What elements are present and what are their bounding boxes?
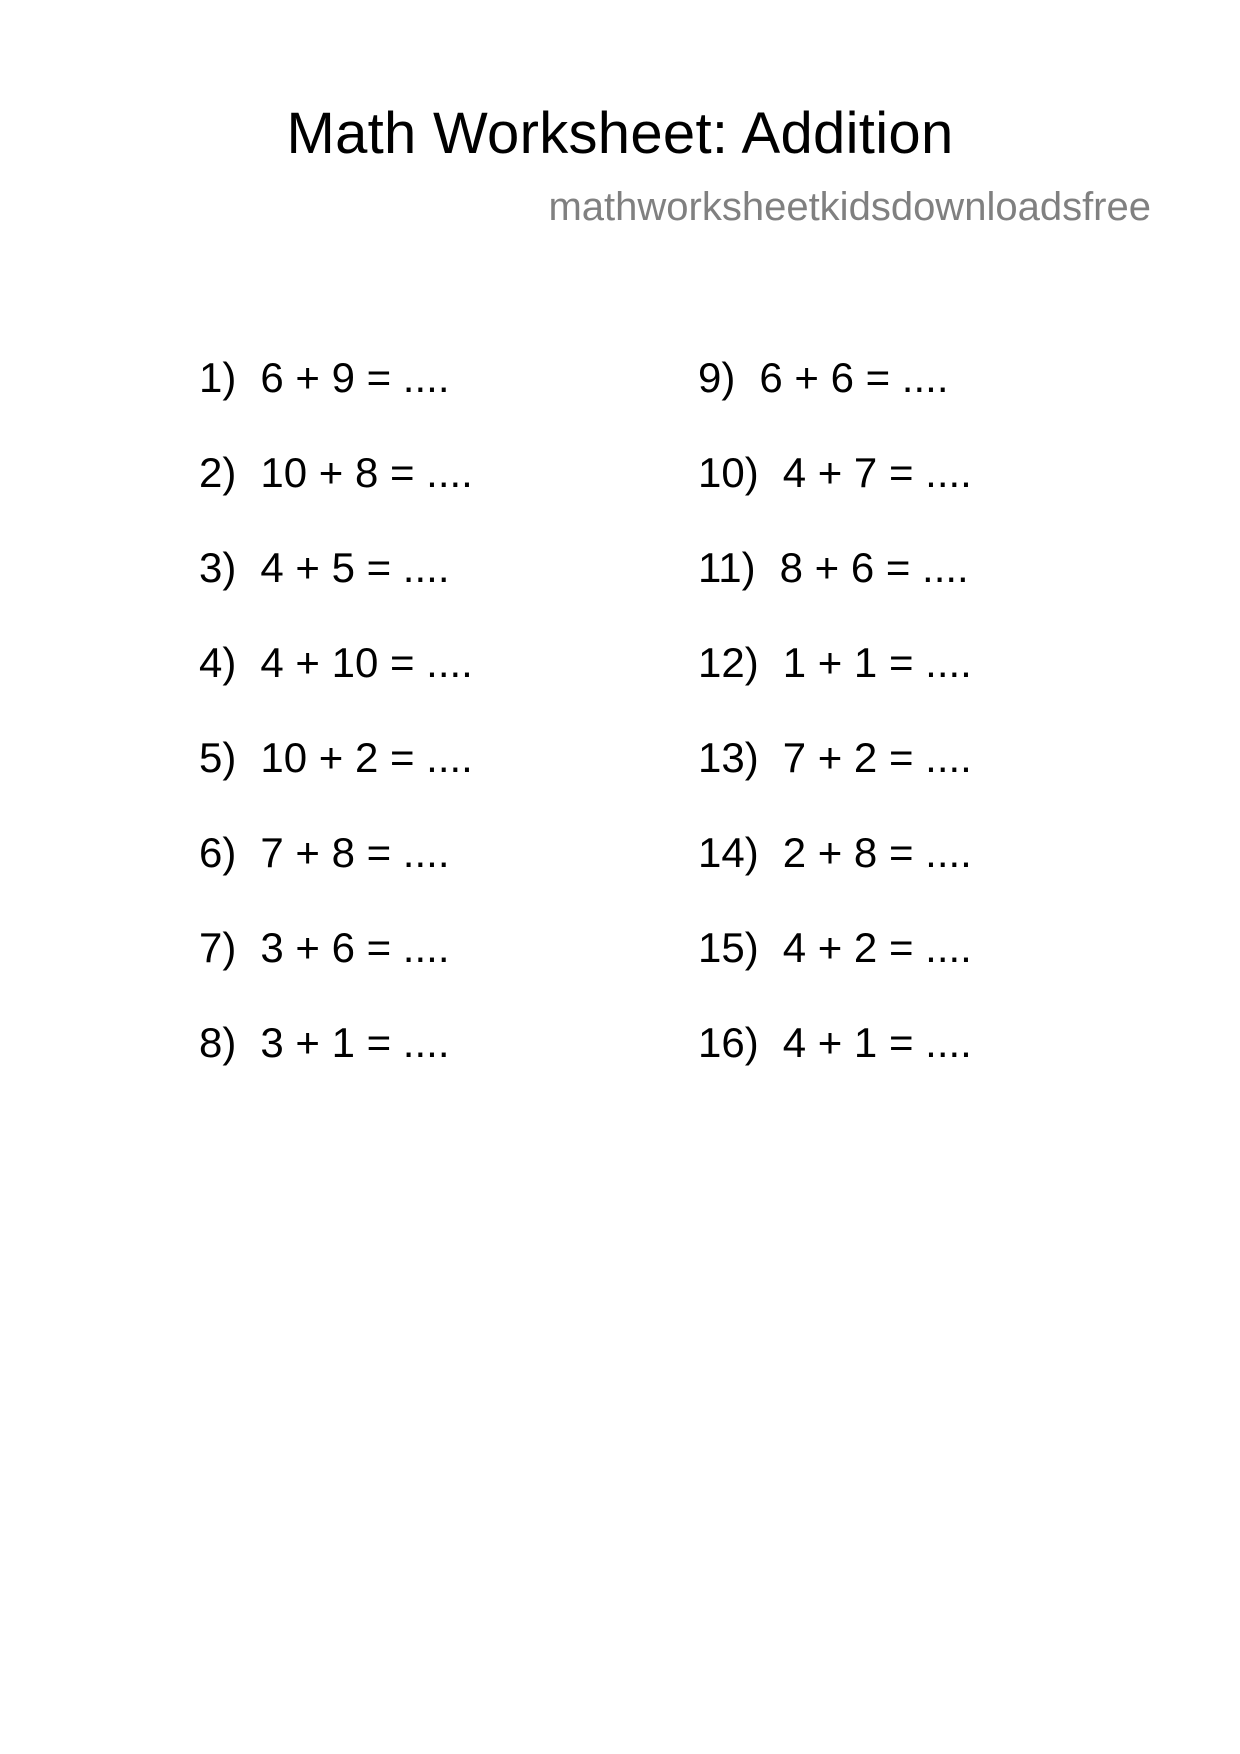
problem-item xyxy=(199,633,473,728)
problem-item xyxy=(698,1013,972,1108)
problem-expression: 6 + 6 = .... xyxy=(759,354,949,401)
problems-column-right xyxy=(698,348,972,1108)
problem-item xyxy=(698,918,972,1013)
problem-expression: 7 + 8 = .... xyxy=(260,829,450,876)
problem-expression: 3 + 1 = .... xyxy=(260,1019,450,1066)
problem-expression: 8 + 6 = .... xyxy=(779,544,969,591)
problem-item xyxy=(199,728,473,823)
problem-number: 5) xyxy=(199,734,237,781)
problem-number: 12) xyxy=(698,639,759,686)
problem-number: 7) xyxy=(199,924,237,971)
problem-number: 9) xyxy=(698,354,736,401)
problem-number: 13) xyxy=(698,734,759,781)
problem-item xyxy=(199,348,473,443)
problem-number: 4) xyxy=(199,639,237,686)
problem-number: 8) xyxy=(199,1019,237,1066)
page-title: Math Worksheet: Addition xyxy=(286,101,954,166)
problem-number: 2) xyxy=(199,449,237,496)
problem-item xyxy=(698,443,972,538)
problem-number: 16) xyxy=(698,1019,759,1066)
problem-item xyxy=(199,823,473,918)
problem-expression: 2 + 8 = .... xyxy=(782,829,972,876)
problem-number: 15) xyxy=(698,924,759,971)
problem-expression: 4 + 2 = .... xyxy=(782,924,972,971)
problem-expression: 1 + 1 = .... xyxy=(782,639,972,686)
problem-expression: 10 + 2 = .... xyxy=(260,734,473,781)
problem-expression: 7 + 2 = .... xyxy=(782,734,972,781)
page-subtitle: mathworksheetkidsdownloadsfree xyxy=(548,185,1151,229)
problem-item xyxy=(698,823,972,918)
problems-column-left xyxy=(199,348,473,1108)
problem-number: 11) xyxy=(698,544,756,591)
problem-item xyxy=(698,348,972,443)
problem-item xyxy=(698,538,972,633)
problem-expression: 4 + 7 = .... xyxy=(782,449,972,496)
problem-item xyxy=(199,538,473,633)
problem-expression: 6 + 9 = .... xyxy=(260,354,450,401)
problem-item xyxy=(199,443,473,538)
problem-number: 14) xyxy=(698,829,759,876)
problem-number: 10) xyxy=(698,449,759,496)
problem-expression: 4 + 1 = .... xyxy=(782,1019,972,1066)
problem-number: 3) xyxy=(199,544,237,591)
problem-item xyxy=(698,633,972,728)
problem-expression: 10 + 8 = .... xyxy=(260,449,473,496)
problem-number: 1) xyxy=(199,354,237,401)
problem-expression: 4 + 5 = .... xyxy=(260,544,450,591)
problem-item xyxy=(199,918,473,1013)
problem-expression: 3 + 6 = .... xyxy=(260,924,450,971)
problem-number: 6) xyxy=(199,829,237,876)
problem-expression: 4 + 10 = .... xyxy=(260,639,473,686)
problem-item xyxy=(199,1013,473,1108)
problem-item xyxy=(698,728,972,823)
